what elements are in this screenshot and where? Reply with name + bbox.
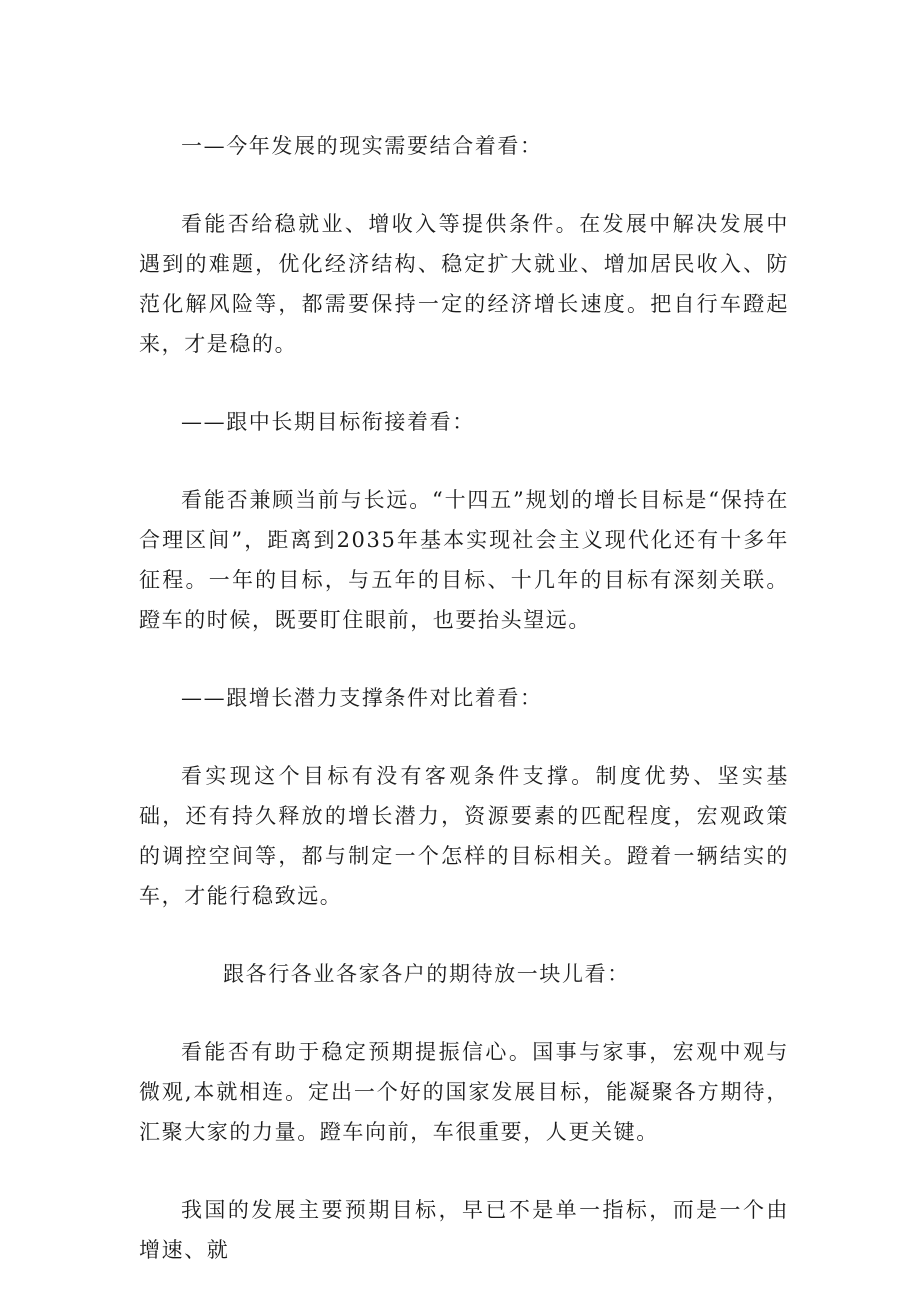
document-body — [139, 126, 789, 1308]
paragraph-current-needs: 看能否给稳就业、增收入等提供条件。在发展中解决发展中遇到的难题，优化经济结构、稳定扩大就业、增加居民收入、防范化解风险等，都需要保持一定的经济增长速度。把自行车蹬起来，才是稳的。 — [139, 212, 789, 356]
section-heading-long-term-goals: ——跟中长期目标衔接着看： — [181, 410, 475, 434]
paragraph-long-term-goals: 看能否兼顾当前与长远。“十四五”规划的增长目标是“保持在合理区间”，距离到2035年基本实现社会主义现代化还有十多年征程。一年的目标，与五年的目标、十几年的目标有深刻关联。蹬车的时候，既要盯住眼前，也要抬头望远。 — [139, 488, 789, 632]
section-heading-current-needs: 一—今年发展的现实需要结合着看： — [181, 134, 543, 158]
paragraph-growth-potential: 看实现这个目标有没有客观条件支撑。制度优势、坚实基础，还有持久释放的增长潜力，资源要素的匹配程度，宏观政策的调控空间等，都与制定一个怎样的目标相关。蹬着一辆结实的车，才能行稳致远。 — [139, 764, 789, 908]
section-heading-public-expectations: 跟各行各业各家各户的期待放一块儿看： — [223, 962, 630, 986]
paragraph-public-expectations: 看能否有助于稳定预期提振信心。国事与家事，宏观中观与微观,本就相连。定出一个好的国家发展目标，能凝聚各方期待，汇聚大家的力量。蹬车向前，车很重要，人更关键。 — [139, 1040, 789, 1144]
section-heading-growth-potential: ——跟增长潜力支撑条件对比着看： — [181, 686, 543, 710]
paragraph-development-targets: 我国的发展主要预期目标，早已不是单一指标，而是一个由增速、就 — [139, 1198, 789, 1262]
